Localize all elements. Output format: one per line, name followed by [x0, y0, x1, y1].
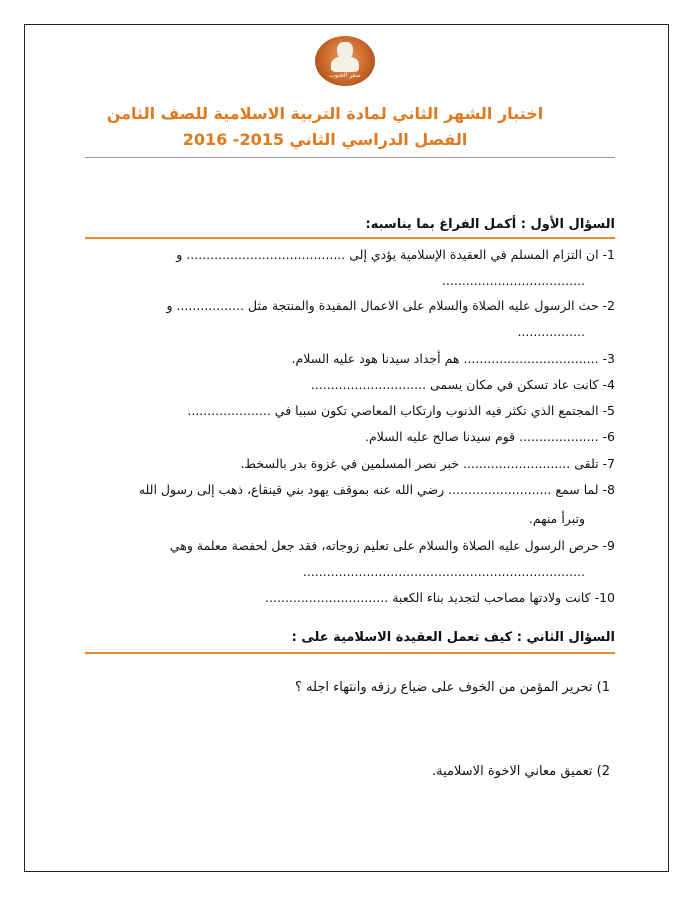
- q2-item-2: 2) تعميق معاني الاخوة الاسلامية.: [432, 764, 610, 779]
- logo-caption: صقر الجنوب: [329, 72, 361, 79]
- q1-item-1: 1- ان التزام المسلم في العقيدة الإسلامية يؤدي إلى ........................................ و: [176, 247, 615, 262]
- q1-item-6: 6- .................... قوم سيدنا صالح عليه السلام.: [364, 429, 615, 444]
- question-2-rule: [85, 652, 615, 654]
- q1-item-2-cont: .................: [517, 324, 585, 339]
- q1-item-10: 10- كانت ولادتها مصاحب لتجديد بناء الكعبة ...............................: [265, 590, 615, 605]
- q1-item-8: 8- لما سمع .......................... رضي الله عنه بموقف يهود بني قينقاع، ذهب إلى رسول الله: [138, 482, 615, 497]
- q1-item-7: 7- تلقى ........................... خبر نصر المسلمين في غزوة بدر بالسخط.: [240, 456, 615, 471]
- q1-item-2: 2- حث الرسول عليه الصلاة والسلام على الاعمال المفيدة والمنتجة مثل ................. و: [166, 298, 615, 313]
- exam-subtitle: الفصل الدراسي الثاني 2015- 2016: [182, 130, 468, 149]
- q1-item-1-cont: ....................................: [441, 273, 585, 288]
- q2-item-1: 1) تحرير المؤمن من الخوف على ضياع رزقه وانتهاء اجله ؟: [295, 680, 610, 695]
- question-1-heading: السؤال الأول : أكمل الفراغ بما يناسبه:: [365, 217, 615, 232]
- q1-item-8-cont: وتبرأ منهم.: [528, 511, 585, 526]
- header-divider: [85, 157, 615, 158]
- page-border: [24, 24, 669, 872]
- question-2-heading: السؤال الثاني : كيف تعمل العقيدة الاسلامية على :: [291, 630, 615, 645]
- exam-title: اختبار الشهر الثاني لمادة التربية الاسلامية للصف الثامن: [106, 104, 544, 123]
- q1-item-9: 9- حرص الرسول عليه الصلاة والسلام على تعليم زوجاته، فقد جعل لحفصة معلمة وهي: [169, 538, 615, 553]
- falcon-body-icon: [331, 56, 359, 72]
- question-1-rule: [85, 237, 615, 239]
- q1-item-5: 5- المجتمع الذي تكثر فيه الذنوب وارتكاب المعاصي تكون سببا في .....................: [187, 403, 615, 418]
- q1-item-9-cont: .......................................................................: [302, 564, 585, 579]
- q1-item-3: 3- .................................. هم أجداد سيدنا هود عليه السلام.: [291, 351, 615, 366]
- q1-item-4: 4- كانت عاد تسكن في مكان يسمى .............................: [310, 377, 615, 392]
- school-logo: [315, 36, 375, 86]
